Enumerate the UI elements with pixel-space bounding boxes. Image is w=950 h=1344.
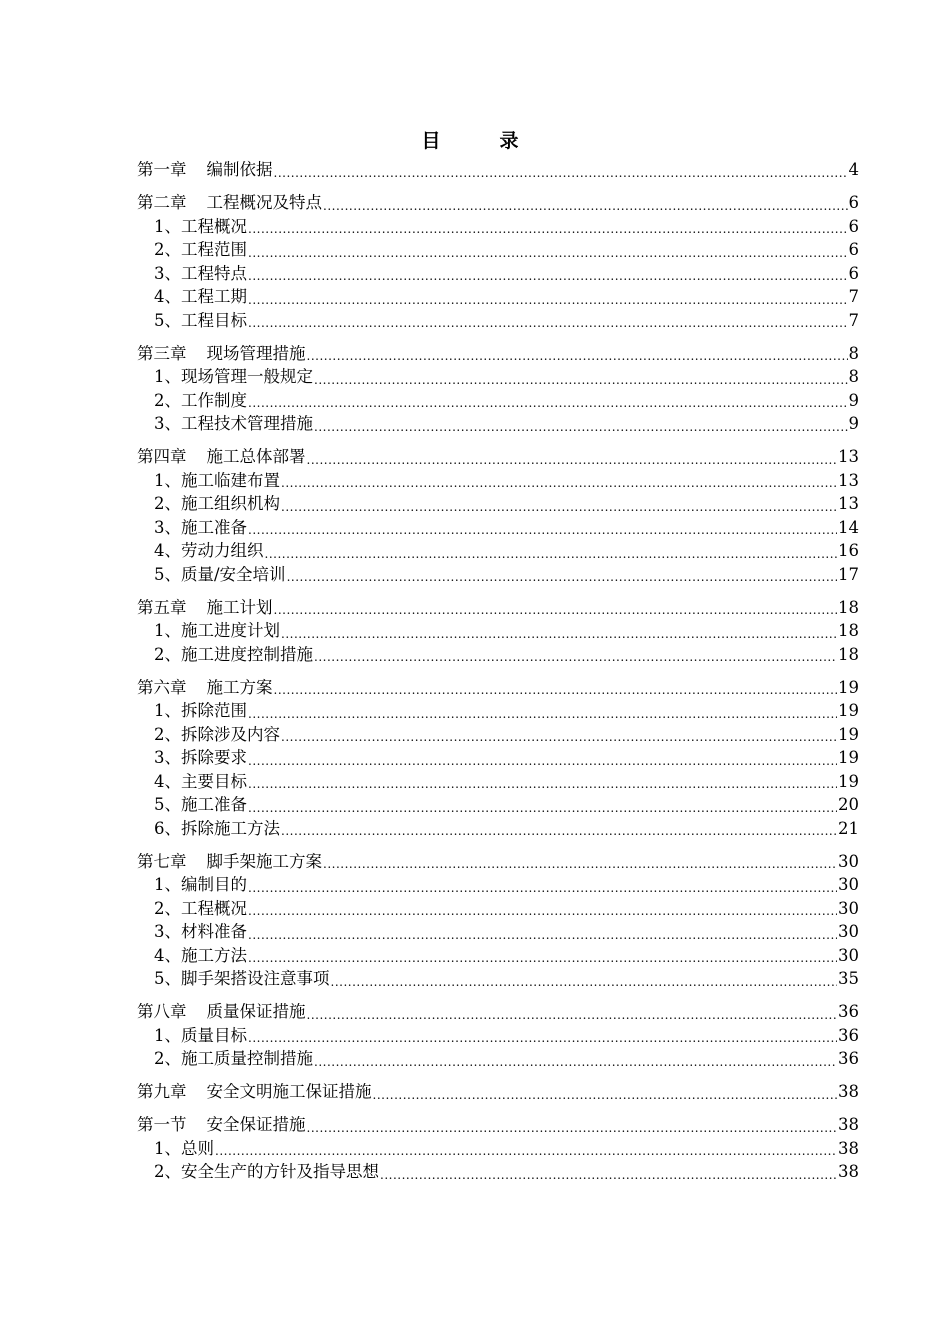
toc-page-number: 19 [838,748,859,767]
toc-page-number: 13 [838,447,859,466]
toc-entry-text: 工程范围 [181,240,247,259]
toc-page-number: 36 [838,1049,859,1068]
toc-entry-label [137,1000,306,1024]
toc-entry-text: 拆除涉及内容 [181,724,280,744]
toc-page-number: 8 [848,343,859,363]
toc-entry-label [154,492,280,516]
toc-entry-label [154,897,247,921]
toc-chapter-entry[interactable] [137,596,859,620]
toc-section-entry[interactable] [137,1024,859,1048]
toc-entry-label [154,516,247,540]
toc-section-entry[interactable] [137,238,859,262]
toc-page-number: 20 [838,795,859,814]
toc-entry-label [154,285,247,309]
toc-entry-label [154,920,247,944]
toc-dot-leader [248,949,837,967]
toc-dot-leader [248,220,848,238]
toc-entry-label [154,723,280,747]
toc-entry-number: 第七章 [137,851,187,871]
toc-entry-label [137,1080,372,1104]
toc-dot-leader [314,1053,837,1071]
toc-dot-leader [380,1166,837,1184]
toc-dot-leader [274,164,848,182]
toc-section-entry[interactable] [137,897,859,921]
toc-entry-text: 总则 [181,1138,214,1158]
toc-entry-label [154,389,247,413]
toc-dot-leader [331,973,838,991]
toc-dot-leader [281,822,837,840]
toc-entry-label [154,643,313,667]
toc-section-entry[interactable] [137,389,859,413]
toc-page-number: 21 [838,818,859,838]
toc-entry-label [154,215,247,239]
toc-entry-number: 3、 [154,922,181,941]
toc-entry-number: 2、 [154,898,181,918]
toc-entry-number: 1、 [154,1138,181,1158]
toc-page-number: 17 [838,564,859,584]
toc-page-number: 13 [838,470,859,490]
toc-entry-text: 施工计划 [206,597,273,617]
toc-entry-number: 6、 [154,818,181,838]
toc-entry-text: 工程概况 [181,216,247,236]
toc-entry-text: 工程概况及特点 [206,193,322,212]
toc-dot-leader [248,752,837,770]
toc-dot-leader [287,568,837,586]
toc-entry-number: 1、 [154,470,181,490]
toc-page-number: 7 [848,310,859,330]
toc-entry-label [137,191,322,215]
toc-dot-leader [248,267,848,285]
toc-entry-number: 2、 [154,240,181,259]
toc-dot-leader [248,775,837,793]
toc-page-number: 19 [838,771,859,791]
toc-entry-number: 2、 [154,390,181,410]
toc-entry-number: 第三章 [137,343,187,363]
toc-dot-leader [307,451,838,469]
toc-chapter-entry[interactable] [137,445,859,469]
toc-entry-label [154,238,247,262]
toc-section-entry[interactable] [137,262,859,286]
toc-dot-leader [248,799,837,817]
toc-entry-number: 第一节 [137,1115,187,1134]
toc-entry-number: 3、 [154,263,181,283]
toc-page-number: 6 [848,263,859,283]
toc-entry-number: 5、 [154,795,181,814]
toc-dot-leader [314,371,848,389]
toc-entry-label [154,469,280,493]
toc-chapter-entry[interactable] [137,850,859,874]
toc-section-entry[interactable] [137,770,859,794]
toc-entry-number: 第二章 [137,193,187,212]
toc-dot-leader [274,601,838,619]
toc-entry-label [154,873,247,897]
table-of-contents [137,158,859,1184]
toc-entry-label [137,158,273,182]
toc-entry-number: 2、 [154,724,181,744]
toc-dot-leader [215,1142,837,1160]
toc-entry-text: 编制依据 [206,160,273,179]
toc-dot-leader [274,681,838,699]
toc-section-entry[interactable] [137,619,859,643]
toc-entry-text: 安全保证措施 [206,1115,306,1134]
toc-section-entry[interactable] [137,215,859,239]
toc-dot-leader [248,902,837,920]
toc-entry-number: 4、 [154,541,181,560]
toc-section-entry[interactable] [137,516,859,540]
toc-entry-number: 4、 [154,287,181,306]
toc-page-number: 8 [848,367,859,386]
toc-section-entry[interactable] [137,469,859,493]
toc-section-entry[interactable] [137,817,859,841]
toc-entry-label [154,817,280,841]
toc-dot-leader [307,347,848,365]
toc-dot-leader [248,1029,837,1047]
toc-entry-label [154,770,247,794]
toc-entry-number: 4、 [154,771,181,791]
toc-section-entry[interactable] [137,412,859,436]
toc-section-entry[interactable] [137,643,859,667]
toc-dot-leader [265,545,838,563]
toc-section-entry[interactable] [137,285,859,309]
toc-entry-text: 材料准备 [181,922,247,941]
toc-entry-number: 1、 [154,1025,181,1045]
toc-entry-label [154,944,247,968]
toc-chapter-entry[interactable] [137,342,859,366]
toc-dot-leader [281,728,837,746]
toc-section-entry[interactable] [137,967,859,991]
toc-entry-label [154,563,286,587]
toc-entry-text: 安全生产的方针及指导思想 [181,1162,379,1181]
toc-page-number: 19 [838,677,859,697]
toc-entry-text: 施工方案 [206,677,273,697]
toc-chapter-entry[interactable] [137,1000,859,1024]
toc-chapter-entry[interactable] [137,676,859,700]
toc-entry-number: 第九章 [137,1082,187,1101]
toc-page-number: 36 [838,1002,859,1021]
toc-entry-number: 第六章 [137,677,187,697]
toc-entry-label [154,262,247,286]
toc-entry-label [137,676,273,700]
toc-entry-text: 施工组织机构 [181,494,280,513]
toc-entry-label [137,342,306,366]
toc-page-number: 38 [838,1138,859,1158]
toc-entry-number: 第八章 [137,1002,187,1021]
toc-entry-text: 工程目标 [181,310,247,330]
toc-entry-label [154,967,330,991]
toc-entry-label [154,746,247,770]
toc-entry-text: 施工准备 [181,517,247,537]
toc-entry-label [154,1047,313,1071]
toc-entry-number: 5、 [154,564,181,584]
toc-dot-leader [248,521,837,539]
toc-dot-leader [248,394,848,412]
toc-entry-label [154,539,264,563]
toc-entry-text: 拆除范围 [181,701,247,720]
toc-section-entry[interactable] [137,944,859,968]
toc-page-number: 7 [848,287,859,306]
toc-dot-leader [323,855,837,873]
toc-entry-label [154,365,313,389]
toc-section-entry[interactable] [137,920,859,944]
toc-entry-text: 脚手架施工方案 [206,851,322,871]
toc-entry-number: 1、 [154,701,181,720]
toc-section-entry[interactable] [137,723,859,747]
toc-dot-leader [248,705,837,723]
toc-entry-text: 工程概况 [181,898,247,918]
toc-section-entry[interactable] [137,563,859,587]
toc-entry-number: 5、 [154,969,181,988]
toc-entry-text: 施工进度计划 [181,621,280,640]
toc-dot-leader [248,244,848,262]
toc-entry-text: 编制目的 [181,875,247,894]
toc-page-number: 9 [848,390,859,410]
toc-entry-number: 2、 [154,1162,181,1181]
toc-page-number: 30 [838,875,859,894]
toc-page-number: 9 [848,414,859,433]
toc-entry-text: 安全文明施工保证措施 [206,1082,372,1101]
toc-page-number: 13 [838,494,859,513]
toc-dot-leader [307,1119,838,1137]
toc-entry-number: 1、 [154,621,181,640]
toc-entry-text: 质量目标 [181,1025,247,1045]
toc-entry-number: 4、 [154,945,181,965]
toc-dot-leader [314,648,837,666]
toc-dot-leader [373,1086,838,1104]
toc-entry-text: 施工临建布置 [181,470,280,490]
toc-entry-text: 工程技术管理措施 [181,414,313,433]
toc-page-number: 36 [838,1025,859,1045]
toc-entry-label [154,1024,247,1048]
toc-section-entry[interactable] [137,873,859,897]
toc-entry-text: 拆除施工方法 [181,818,280,838]
toc-entry-number: 2、 [154,494,181,513]
toc-entry-label [154,793,247,817]
toc-entry-label [137,445,306,469]
toc-entry-number: 1、 [154,216,181,236]
toc-entry-text: 施工准备 [181,795,247,814]
toc-entry-label [137,1113,306,1137]
toc-dot-leader [281,474,837,492]
toc-chapter-entry[interactable] [137,191,859,215]
toc-entry-text: 质量保证措施 [206,1002,306,1021]
toc-entry-text: 施工方法 [181,945,247,965]
toc-entry-label [154,309,247,333]
toc-page-number: 19 [838,724,859,744]
toc-entry-text: 施工进度控制措施 [181,644,313,664]
toc-entry-text: 施工总体部署 [206,447,306,466]
toc-section-entry[interactable] [137,1160,859,1184]
toc-entry-number: 第四章 [137,447,187,466]
toc-dot-leader [307,1006,838,1024]
toc-dot-leader [281,498,837,516]
toc-section-entry[interactable] [137,746,859,770]
toc-entry-label [137,850,322,874]
toc-page-number: 19 [838,701,859,720]
toc-page-number: 38 [838,1162,859,1181]
toc-dot-leader [323,197,848,215]
toc-section-entry[interactable] [137,365,859,389]
toc-entry-number: 2、 [154,644,181,664]
toc-page-number: 4 [848,160,859,179]
toc-page-number: 6 [848,216,859,236]
toc-page-number: 30 [838,945,859,965]
toc-section-entry[interactable] [137,699,859,723]
toc-entry-text: 工程工期 [181,287,247,306]
toc-dot-leader [248,879,837,897]
toc-chapter-entry[interactable] [137,1080,859,1104]
toc-chapter-entry[interactable] [137,158,859,182]
toc-chapter-entry[interactable] [137,1113,859,1137]
toc-entry-text: 质量/安全培训 [181,564,286,584]
toc-page-number: 30 [838,898,859,918]
toc-section-entry[interactable] [137,793,859,817]
toc-entry-label [154,699,247,723]
toc-entry-number: 第五章 [137,597,187,617]
toc-dot-leader [248,926,837,944]
toc-title: 目 录 [421,130,539,152]
toc-entry-text: 工作制度 [181,390,247,410]
toc-entry-text: 现场管理措施 [206,343,306,363]
toc-section-entry[interactable] [137,309,859,333]
toc-section-entry[interactable] [137,492,859,516]
toc-entry-label [154,1137,214,1161]
toc-section-entry[interactable] [137,1047,859,1071]
toc-entry-number: 3、 [154,517,181,537]
toc-entry-label [154,619,280,643]
toc-page-number: 14 [838,517,859,537]
toc-section-entry[interactable] [137,539,859,563]
toc-section-entry[interactable] [137,1137,859,1161]
toc-page-number: 18 [838,644,859,664]
toc-page-number: 35 [838,969,859,988]
toc-page-number: 30 [838,851,859,871]
toc-entry-number: 2、 [154,1049,181,1068]
toc-page-number: 16 [838,541,859,560]
toc-dot-leader [314,418,848,436]
toc-entry-label [154,412,313,436]
toc-entry-text: 工程特点 [181,263,247,283]
toc-entry-number: 3、 [154,414,181,433]
toc-entry-label [137,596,273,620]
toc-page-number: 38 [838,1115,859,1134]
toc-page-number: 30 [838,922,859,941]
toc-dot-leader [281,625,837,643]
toc-entry-text: 施工质量控制措施 [181,1049,313,1068]
toc-dot-leader [248,314,848,332]
toc-page-number: 6 [848,240,859,259]
toc-entry-text: 脚手架搭设注意事项 [181,969,330,988]
toc-page-number: 18 [838,621,859,640]
toc-entry-label [154,1160,379,1184]
toc-entry-number: 3、 [154,748,181,767]
toc-page-number: 18 [838,597,859,617]
toc-entry-number: 5、 [154,310,181,330]
toc-entry-number: 1、 [154,367,181,386]
toc-entry-text: 现场管理一般规定 [181,367,313,386]
toc-entry-number: 1、 [154,875,181,894]
toc-entry-text: 劳动力组织 [181,541,264,560]
toc-entry-text: 拆除要求 [181,748,247,767]
toc-entry-number: 第一章 [137,160,187,179]
toc-dot-leader [248,291,848,309]
toc-entry-text: 主要目标 [181,771,247,791]
toc-page-number: 6 [848,193,859,212]
toc-page-number: 38 [838,1082,859,1101]
